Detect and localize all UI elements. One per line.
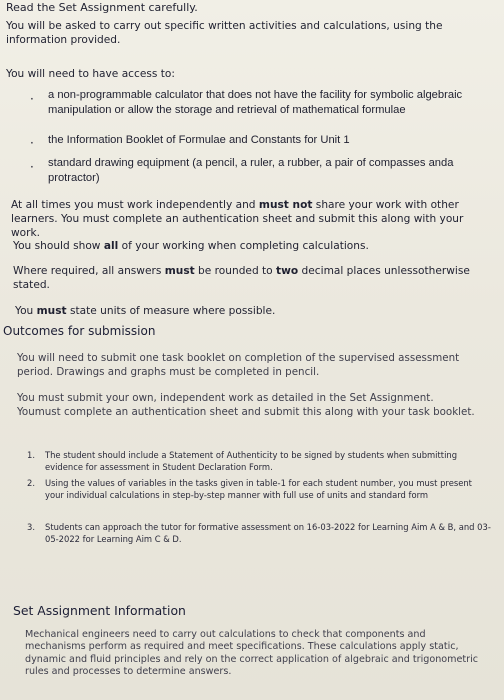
bullet-icon: · (30, 136, 34, 150)
list-number: 1. (27, 450, 35, 460)
bullet-icon: · (30, 160, 34, 174)
list-item-authenticity: The student should include a Statement of Authenticity to be signed by students when submitting evidence for assessment in Student Declaration Form. (45, 450, 458, 472)
units-rule: You must state units of measure where possible. (15, 305, 276, 317)
outcomes-paragraph-2: You must submit your own, independent work as detailed in the Set Assignment. Youmust complete an authentication sheet and submit this along with your task booklet. (17, 392, 475, 418)
access-item-drawing-equipment: standard drawing equipment (a pencil, a ruler, a rubber, a pair of compasses anda protractor) (48, 157, 454, 184)
outcomes-title: Outcomes for submission (3, 324, 156, 338)
outcomes-paragraph-1: You will need to submit one task booklet on completion of the supervised assessment period. Drawings and graphs must be completed in pencil. (17, 352, 460, 378)
set-assignment-info-paragraph: Mechanical engineers need to carry out calculations to check that components and mechanisms perform as required and meet specifications. These calculations apply static, dynamic and fluid principles and rely on the correct application of algebraic and trigonometric rules and processes to determine answers. (25, 629, 479, 677)
list-item-calculations: Using the values of variables in the tasks given in table-1 for each student number, you must present your individual calculations in step-by-step manner with full use of units and standard form (45, 478, 472, 500)
list-item-formative-assessment: Students can approach the tutor for formative assessment on 16-03-2022 for Learning Aim A & B, and 03-05-2022 for Learning Aim C & D. (45, 522, 491, 544)
access-heading: You will need to have access to: (6, 68, 175, 80)
access-item-booklet: the Information Booklet of Formulae and Constants for Unit 1 (48, 134, 350, 146)
access-item-calculator: a non-programmable calculator that does not have the facility for symbolic algebraic manipulation or allow the storage and retrieval of mathematical formulae (48, 89, 463, 116)
list-number: 3. (27, 522, 35, 532)
independent-work-rule: At all times you must work independently and must not share your work with other learners. You must complete an authentication sheet and submit this along with your work. (11, 199, 464, 239)
read-carefully-heading: Read the Set Assignment carefully. (6, 1, 198, 14)
rounding-rule: Where required, all answers must be rounded to two decimal places unlessotherwise stated. (13, 265, 470, 291)
bullet-icon: · (30, 92, 34, 106)
set-assignment-info-title: Set Assignment Information (13, 603, 186, 618)
list-number: 2. (27, 478, 35, 488)
intro-paragraph: You will be asked to carry out specific written activities and calculations, using the information provided. (6, 20, 443, 46)
show-working-rule: You should show all of your working when completing calculations. (13, 240, 369, 252)
